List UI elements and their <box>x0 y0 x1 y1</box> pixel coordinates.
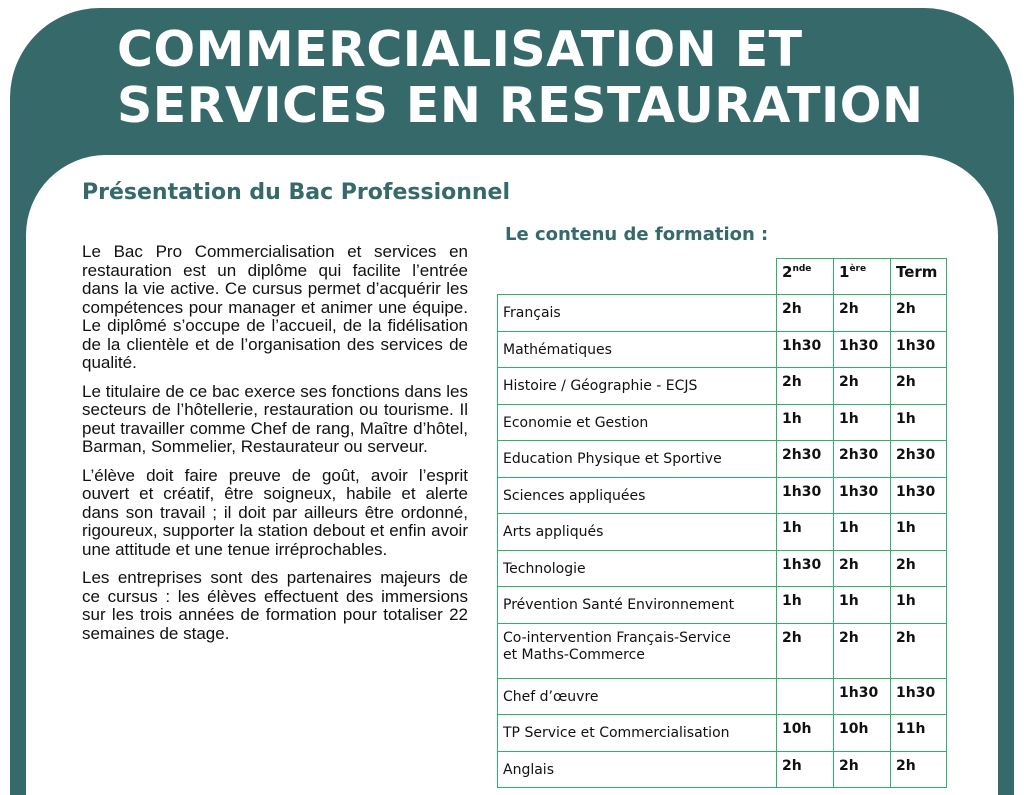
table-row <box>498 550 947 587</box>
hours-term: 1h30 <box>891 331 947 368</box>
subject-cell: Arts appliqués <box>498 514 777 551</box>
subject-line-1: Co-intervention Français-Service <box>503 629 731 646</box>
hours-1ere: 2h30 <box>834 441 891 478</box>
hours-1ere: 2h <box>834 295 891 332</box>
header-1ere-num: 1 <box>839 263 850 281</box>
table-header-row <box>498 259 947 295</box>
header-1ere <box>834 259 891 295</box>
header-2nde-num: 2 <box>782 263 793 281</box>
hours-2nde: 2h <box>777 623 834 678</box>
header-2nde-sup: nde <box>792 264 812 274</box>
intro-paragraph: Les entreprises sont des partenaires majeurs de ce cursus : les élèves effectuent des immersions sur les trois années de formation pour totaliser 22 semaines de stage. <box>82 568 468 643</box>
hours-2nde: 1h <box>777 514 834 551</box>
table-header-blank <box>498 259 777 295</box>
intro-text <box>82 243 468 653</box>
hours-2nde: 1h <box>777 587 834 624</box>
subject-cell: Sciences appliquées <box>498 477 777 514</box>
table-row <box>498 587 947 624</box>
hours-term: 2h30 <box>891 441 947 478</box>
hours-1ere: 10h <box>834 715 891 752</box>
hours-2nde: 2h <box>777 368 834 405</box>
header-1ere-sup: ère <box>849 264 867 274</box>
table-row <box>498 715 947 752</box>
subject-cell: Prévention Santé Environnement <box>498 587 777 624</box>
table-row <box>498 678 947 715</box>
hours-term: 2h <box>891 751 947 788</box>
hours-1ere: 1h <box>834 514 891 551</box>
content-title: Le contenu de formation : <box>505 224 769 245</box>
page-title <box>117 22 997 134</box>
hours-term: 2h <box>891 623 947 678</box>
title-line-1: COMMERCIALISATION ET <box>117 21 803 78</box>
hours-1ere: 2h <box>834 623 891 678</box>
hours-term: 2h <box>891 550 947 587</box>
hours-term: 2h <box>891 295 947 332</box>
schedule-table <box>497 258 947 788</box>
table-row <box>498 368 947 405</box>
hours-2nde: 1h <box>777 404 834 441</box>
hours-2nde: 2h <box>777 295 834 332</box>
hours-2nde: 1h30 <box>777 477 834 514</box>
hours-1ere: 1h <box>834 404 891 441</box>
title-line-2: SERVICES EN RESTAURATION <box>117 77 924 134</box>
hours-2nde: 1h30 <box>777 550 834 587</box>
subject-cell: Mathématiques <box>498 331 777 368</box>
header-2nde <box>777 259 834 295</box>
hours-term: 11h <box>891 715 947 752</box>
hours-term: 1h <box>891 514 947 551</box>
hours-term: 1h30 <box>891 477 947 514</box>
hours-2nde: 2h30 <box>777 441 834 478</box>
hours-term: 1h30 <box>891 678 947 715</box>
subject-cell <box>498 623 777 678</box>
subject-line-2: et Maths-Commerce <box>503 646 645 663</box>
hours-1ere: 1h30 <box>834 331 891 368</box>
hours-1ere: 2h <box>834 550 891 587</box>
hours-1ere: 1h30 <box>834 678 891 715</box>
subject-cell: TP Service et Commercialisation <box>498 715 777 752</box>
table-row <box>498 751 947 788</box>
hours-term: 1h <box>891 404 947 441</box>
subject-cell: Histoire / Géographie - ECJS <box>498 368 777 405</box>
subject-cell: Français <box>498 295 777 332</box>
hours-term: 1h <box>891 587 947 624</box>
table-row <box>498 623 947 678</box>
table-row <box>498 514 947 551</box>
header-term: Term <box>891 259 947 295</box>
intro-paragraph: L’élève doit faire preuve de goût, avoir l’esprit ouvert et créatif, être soigneux, habile et alerte dans son travail ; il doit par ailleurs être ordonné, rigoureux, supporter la station debout et enfin avoir une attitude et une tenue irréprochables. <box>82 465 468 559</box>
table-row <box>498 477 947 514</box>
table-row <box>498 331 947 368</box>
hours-2nde: 2h <box>777 751 834 788</box>
subject-cell: Technologie <box>498 550 777 587</box>
section-title: Présentation du Bac Professionnel <box>82 180 511 205</box>
intro-paragraph: Le titulaire de ce bac exerce ses fonctions dans les secteurs de l’hôtellerie, restauration ou tourisme. Il peut travailler comme Chef de rang, Maître d’hôtel, Barman, Sommelier, Restaurateur ou serveur. <box>82 381 468 456</box>
subject-cell: Anglais <box>498 751 777 788</box>
table-row <box>498 441 947 478</box>
subject-cell: Economie et Gestion <box>498 404 777 441</box>
table-row <box>498 295 947 332</box>
hours-1ere: 1h <box>834 587 891 624</box>
hours-1ere: 2h <box>834 751 891 788</box>
hours-1ere: 1h30 <box>834 477 891 514</box>
hours-term: 2h <box>891 368 947 405</box>
subject-cell: Chef d’œuvre <box>498 678 777 715</box>
hours-1ere: 2h <box>834 368 891 405</box>
subject-cell: Education Physique et Sportive <box>498 441 777 478</box>
table-row <box>498 404 947 441</box>
intro-paragraph: Le Bac Pro Commercialisation et services en restauration est un diplôme qui facilite l’entrée dans la vie active. Ce cursus permet d’acquérir les compétences pour manager et animer une équipe. Le diplômé s’occupe de l’accueil, de la fidélisation de la clientèle et de l’organisation des services de qualité. <box>82 242 468 372</box>
hours-2nde: 1h30 <box>777 331 834 368</box>
hours-2nde: 10h <box>777 715 834 752</box>
hours-2nde <box>777 678 834 715</box>
